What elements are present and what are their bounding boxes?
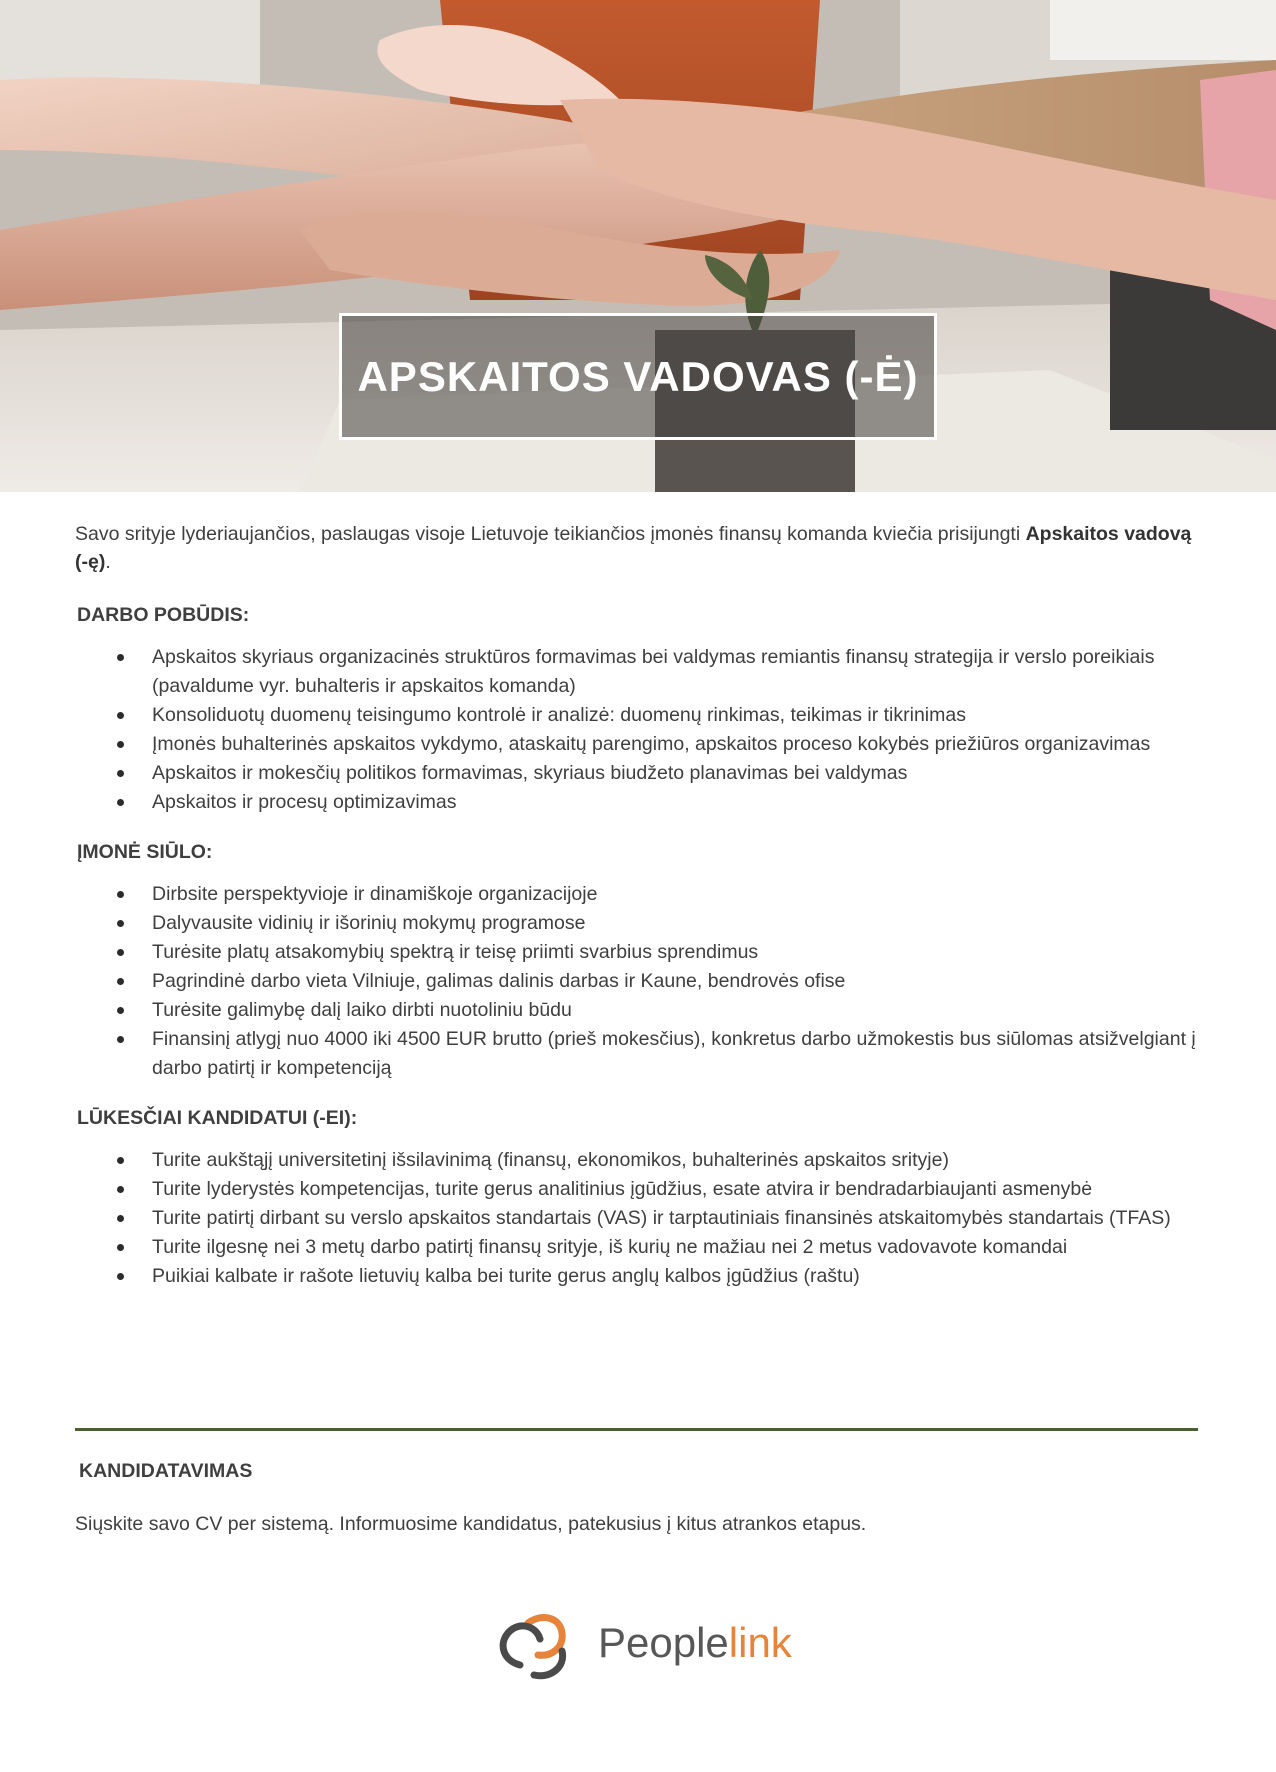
list-item: Puikiai kalbate ir rašote lietuvių kalba bei turite gerus anglų kalbos įgūdžius (raštu) (75, 1262, 1200, 1291)
list-item: Pagrindinė darbo vieta Vilniuje, galimas dalinis darbas ir Kaune, bendrovės ofise (75, 967, 1200, 996)
bullet-icon (117, 891, 124, 898)
intro-paragraph (75, 520, 1200, 576)
bullet-icon (117, 949, 124, 956)
bullet-icon (117, 1186, 124, 1193)
list-item: Turėsite platų atsakomybių spektrą ir teisę priimti svarbius sprendimus (75, 938, 1200, 967)
bullet-icon (117, 799, 124, 806)
list-item: Turite patirtį dirbant su verslo apskaitos standartais (VAS) ir tarptautiniais finansinės atskaitomybės standartais (TFAS) (75, 1204, 1200, 1233)
intro-text: Savo srityje lyderiaujančios, paslaugas visoje Lietuvoje teikiančios įmonės finansų komanda kviečia prisijungti (75, 523, 1026, 545)
bullet-icon (117, 712, 124, 719)
section-heading-siulo: ĮMONĖ SIŪLO: (77, 841, 213, 863)
job-description (75, 520, 1200, 1291)
list-item: Dalyvausite vidinių ir išorinių mokymų programose (75, 909, 1200, 938)
intro-end: . (105, 551, 111, 573)
section-heading-darbo: DARBO POBŪDIS: (77, 604, 250, 626)
bullet-icon (117, 1215, 124, 1222)
bullet-icon (117, 1007, 124, 1014)
list-siulo (75, 880, 1200, 1083)
bullet-icon (117, 654, 124, 661)
peoplelink-logo (490, 1605, 790, 1685)
list-item: Konsoliduotų duomenų teisingumo kontrolė ir analizė: duomenų rinkimas, teikimas ir tikrinimas (75, 701, 1200, 730)
bullet-icon (117, 741, 124, 748)
bullet-icon (117, 1244, 124, 1251)
title-box (339, 313, 937, 440)
hero-image (0, 0, 1276, 492)
list-item: Turite aukštąjį universitetinį išsilavinimą (finansų, ekonomikos, buhalterinės apskaitos srityje) (75, 1146, 1200, 1175)
bullet-icon (117, 1157, 124, 1164)
list-item: Turite ilgesnę nei 3 metų darbo patirtį finansų srityje, iš kurių ne mažiau nei 2 metus vadovavote komandai (75, 1233, 1200, 1262)
list-darbo (75, 643, 1200, 817)
list-item: Apskaitos ir procesų optimizavimas (75, 788, 1200, 817)
list-item: Dirbsite perspektyvioje ir dinamiškoje organizacijoje (75, 880, 1200, 909)
bullet-icon (117, 1036, 124, 1043)
bullet-icon (117, 978, 124, 985)
job-title: APSKAITOS VADOVAS (-Ė) (357, 352, 919, 400)
list-item: Turėsite galimybę dalį laiko dirbti nuotoliniu būdu (75, 996, 1200, 1025)
intro-bold-position: Apskaitos vadovą (-ę) (75, 523, 1192, 573)
peoplelink-logo-icon (490, 1605, 590, 1685)
list-item: Finansinį atlygį nuo 4000 iki 4500 EUR brutto (prieš mokesčius), konkretus darbo užmokestis bus siūlomas atsižvelgiant į darbo patirtį ir kompetenciją (75, 1025, 1200, 1083)
section-heading-kandidatavimas: KANDIDATAVIMAS (79, 1460, 253, 1482)
list-item: Įmonės buhalterinės apskaitos vykdymo, ataskaitų parengimo, apskaitos proceso kokybės priežiūros organizavimas (75, 730, 1200, 759)
bullet-icon (117, 770, 124, 777)
application-instructions: Siųskite savo CV per sistemą. Informuosime kandidatus, patekusius į kitus atrankos etapus. (75, 1513, 867, 1535)
list-item: Apskaitos ir mokesčių politikos formavimas, skyriaus biudžeto planavimas bei valdymas (75, 759, 1200, 788)
section-divider (75, 1428, 1198, 1431)
bullet-icon (117, 920, 124, 927)
section-heading-lukesciai: LŪKESČIAI KANDIDATUI (-EI): (77, 1107, 358, 1129)
bullet-icon (117, 1273, 124, 1280)
list-item: Turite lyderystės kompetencijas, turite gerus analitinius įgūdžius, esate atvira ir bendradarbiaujanti asmenybė (75, 1175, 1200, 1204)
peoplelink-logo-text: Peoplelink (598, 1619, 792, 1666)
list-item: Apskaitos skyriaus organizacinės struktūros formavimas bei valdymas remiantis finansų strategija ir verslo poreikiais (pavaldume vyr. buhalteris ir apskaitos komanda) (75, 643, 1200, 701)
list-lukesciai (75, 1146, 1200, 1291)
